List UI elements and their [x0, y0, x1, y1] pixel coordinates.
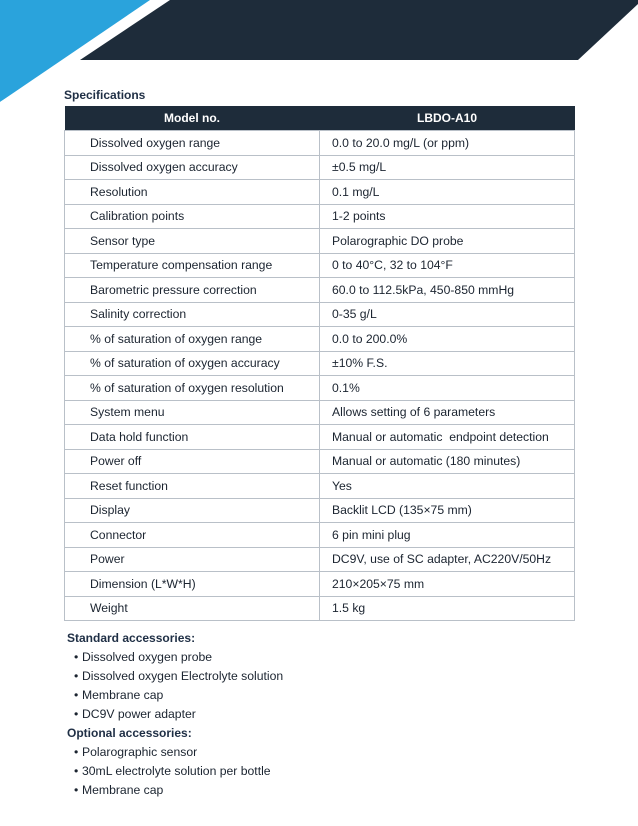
spec-value: 6 pin mini plug — [320, 523, 575, 548]
spec-value: 1-2 points — [320, 204, 575, 229]
spec-label: Dissolved oxygen accuracy — [65, 155, 320, 180]
spec-value: Polarographic DO probe — [320, 229, 575, 254]
table-row — [65, 425, 575, 450]
list-item — [66, 686, 283, 705]
list-item — [66, 781, 271, 800]
spec-label: Connector — [65, 523, 320, 548]
specifications-title: Specifications — [64, 88, 146, 102]
spec-value: Allows setting of 6 parameters — [320, 400, 575, 425]
bullet-icon: • — [74, 650, 79, 664]
spec-value: ±0.5 mg/L — [320, 155, 575, 180]
spec-label: Data hold function — [65, 425, 320, 450]
list-item — [66, 743, 271, 762]
table-row — [65, 376, 575, 401]
spec-value: 0-35 g/L — [320, 302, 575, 327]
list-item-label: Membrane cap — [82, 688, 164, 702]
table-row — [65, 278, 575, 303]
spec-label: Salinity correction — [65, 302, 320, 327]
standard-accessories-title: Standard accessories: — [67, 631, 196, 645]
optional-accessories-list — [66, 743, 271, 800]
table-row — [65, 253, 575, 278]
list-item-label: Dissolved oxygen probe — [82, 650, 213, 664]
spec-label: Dimension (L*W*H) — [65, 572, 320, 597]
spec-value: Backlit LCD (135×75 mm) — [320, 498, 575, 523]
spec-value: 0 to 40°C, 32 to 104°F — [320, 253, 575, 278]
list-item — [66, 648, 283, 667]
table-row — [65, 327, 575, 352]
list-item — [66, 762, 271, 781]
spec-label: % of saturation of oxygen range — [65, 327, 320, 352]
table-row — [65, 523, 575, 548]
spec-value: Manual or automatic endpoint detection — [320, 425, 575, 450]
spec-label: Power off — [65, 449, 320, 474]
optional-accessories-title: Optional accessories: — [67, 726, 192, 740]
table-row — [65, 302, 575, 327]
spec-value: 0.0 to 200.0% — [320, 327, 575, 352]
table-row — [65, 229, 575, 254]
spec-label: % of saturation of oxygen resolution — [65, 376, 320, 401]
spec-value: ±10% F.S. — [320, 351, 575, 376]
spec-label: Resolution — [65, 180, 320, 205]
list-item-label: Dissolved oxygen Electrolyte solution — [82, 669, 284, 683]
specifications-table — [64, 106, 575, 621]
spec-label: Reset function — [65, 474, 320, 499]
bullet-icon: • — [74, 764, 79, 778]
spec-value: Manual or automatic (180 minutes) — [320, 449, 575, 474]
table-row — [65, 474, 575, 499]
spec-label: Weight — [65, 596, 320, 621]
table-row — [65, 351, 575, 376]
spec-value: DC9V, use of SC adapter, AC220V/50Hz — [320, 547, 575, 572]
table-row — [65, 449, 575, 474]
spec-value: 0.0 to 20.0 mg/L (or ppm) — [320, 131, 575, 156]
spec-label: Calibration points — [65, 204, 320, 229]
spec-value: 210×205×75 mm — [320, 572, 575, 597]
table-row — [65, 596, 575, 621]
spec-value: Yes — [320, 474, 575, 499]
standard-accessories — [66, 631, 283, 724]
header-model-value: LBDO-A10 — [320, 106, 575, 131]
spec-value: 1.5 kg — [320, 596, 575, 621]
header-model-no: Model no. — [65, 106, 320, 131]
bullet-icon: • — [74, 669, 79, 683]
spec-label: Dissolved oxygen range — [65, 131, 320, 156]
bullet-icon: • — [74, 707, 79, 721]
table-row — [65, 204, 575, 229]
bullet-icon: • — [74, 783, 79, 797]
table-row — [65, 572, 575, 597]
bullet-icon: • — [74, 745, 79, 759]
standard-accessories-list — [66, 648, 283, 724]
table-row — [65, 131, 575, 156]
spec-label: Display — [65, 498, 320, 523]
table-row — [65, 180, 575, 205]
list-item — [66, 667, 283, 686]
spec-label: Barometric pressure correction — [65, 278, 320, 303]
list-item-label: Polarographic sensor — [82, 745, 198, 759]
spec-value: 0.1% — [320, 376, 575, 401]
bullet-icon: • — [74, 688, 79, 702]
table-row — [65, 547, 575, 572]
spec-label: % of saturation of oxygen accuracy — [65, 351, 320, 376]
list-item-label: 30mL electrolyte solution per bottle — [82, 764, 271, 778]
spec-label: System menu — [65, 400, 320, 425]
list-item-label: DC9V power adapter — [82, 707, 196, 721]
spec-label: Temperature compensation range — [65, 253, 320, 278]
table-header-row — [65, 106, 575, 131]
spec-label: Sensor type — [65, 229, 320, 254]
spec-label: Power — [65, 547, 320, 572]
list-item — [66, 705, 283, 724]
table-row — [65, 400, 575, 425]
spec-value: 0.1 mg/L — [320, 180, 575, 205]
spec-value: 60.0 to 112.5kPa, 450-850 mmHg — [320, 278, 575, 303]
table-row — [65, 155, 575, 180]
optional-accessories — [66, 726, 271, 800]
list-item-label: Membrane cap — [82, 783, 164, 797]
table-row — [65, 498, 575, 523]
